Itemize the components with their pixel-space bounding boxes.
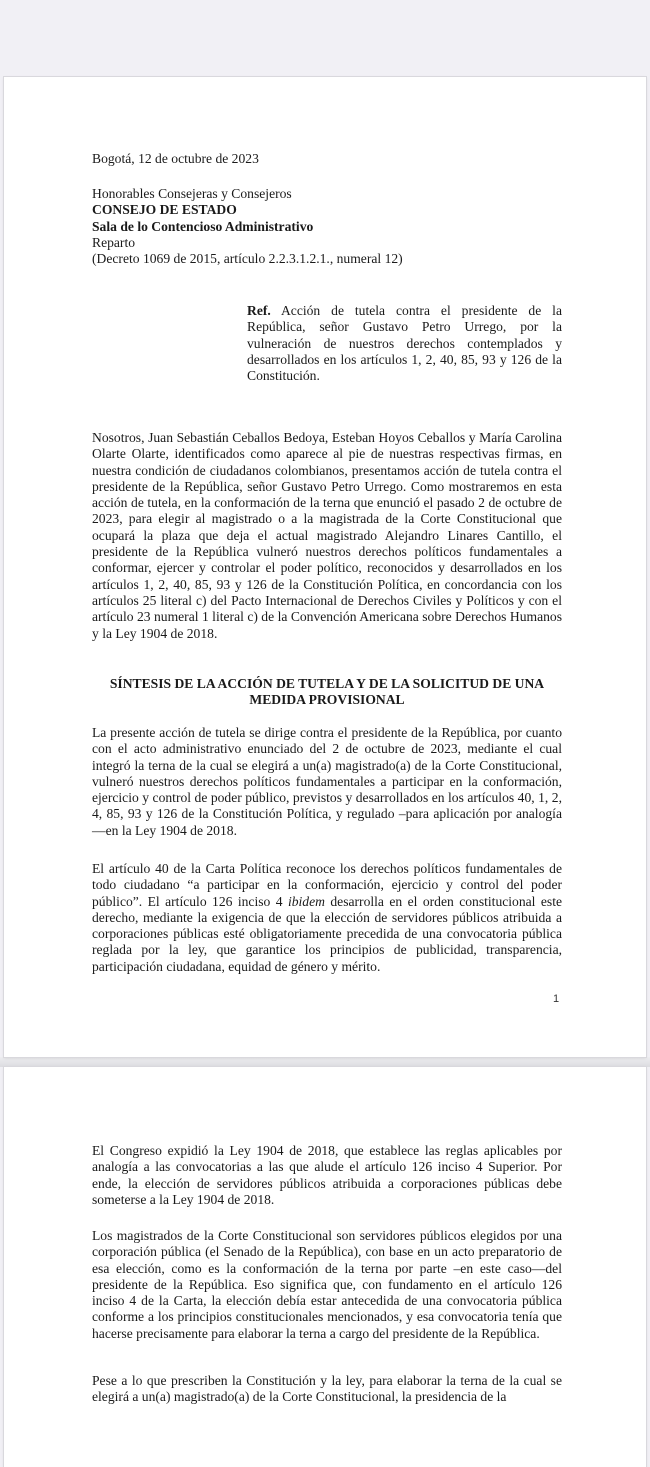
reference-text: Acción de tutela contra el presidente de la República, señor Gustavo Petro Urrego, por la vulneración de nuestros derechos contemplados y desarrollados en los artículos 1, 2, 40, 85, 93 y 126 de la Constitución. bbox=[247, 303, 562, 384]
date-line: Bogotá, 12 de octubre de 2023 bbox=[92, 151, 259, 166]
section-heading: SÍNTESIS DE LA ACCIÓN DE TUTELA Y DE LA SOLICITUD DE UNA MEDIDA PROVISIONAL bbox=[109, 676, 545, 708]
synthesis-paragraph: La presente acción de tutela se dirige contra el presidente de la República, por cuanto con el acto administrativo enunciado del 2 de octubre de 2023, mediante el cual integró la terna de la cual se elegirá a un(a) magistrado(a) de la Corte Constitucional, vulneró nuestros derechos políticos fundamentales a participar en la conformación, ejercicio y control de poder público, previstos y desarrollados en los artículos 40, 1, 2, 4, 85, 93 y 126 de la Constitución Política, y regulado –para aplicación por analogía—en la Ley 1904 de 2018. bbox=[92, 725, 562, 838]
document-page-2 bbox=[4, 1067, 646, 1467]
reference-label: Ref. bbox=[247, 303, 271, 318]
addressee-distribution: Reparto bbox=[92, 234, 136, 250]
reference-block bbox=[247, 303, 562, 384]
addressee-legal-basis: (Decreto 1069 de 2015, artículo 2.2.3.1.2.1., numeral 12) bbox=[92, 251, 403, 267]
intro-paragraph: Nosotros, Juan Sebastián Ceballos Bedoya, Esteban Hoyos Ceballos y María Carolina Olarte Olarte, identificados como aparece al pie de nuestras respectivas firmas, en nuestra condición de ciudadanos colombianos, presentamos acción de tutela contra el presidente de la República, señor Gustavo Petro Urrego. Como mostraremos en esta acción de tutela, en la conformación de la terna que enunció el pasado 2 de octubre de 2023, para elegir al magistrado o a la magistrada de la Corte Constitucional que ocupará la plaza que deja el actual magistrado Alejandro Linares Cantillo, el presidente de la República vulneró nuestros derechos políticos fundamentales a conformar, ejercer y controlar el poder político, reconocidos y desarrollados en los artículos 1, 2, 40, 85, 93 y 126 de la Constitución Política, en concordancia con los artículos 25 literal c) del Pacto Internacional de Derechos Civiles y Políticos y con el artículo 23 numeral 1 literal c) de la Convención Americana sobre Derechos Humanos y la Ley 1904 de 2018. bbox=[92, 430, 562, 641]
congreso-paragraph: El Congreso expidió la Ley 1904 de 2018, que establece las reglas aplicables por analogía a las convocatorias a las que alude el artículo 126 inciso 4 Superior. Por ende, la elección de servidores públicos atribuida a corporaciones públicas debe someterse a la Ley 1904 de 2018. bbox=[92, 1143, 562, 1207]
addressee-section: Sala de lo Contencioso Administrativo bbox=[92, 218, 314, 234]
addressee-body: CONSEJO DE ESTADO bbox=[92, 202, 237, 218]
addressee-block bbox=[92, 186, 562, 267]
article40-text-part1: El artículo 40 de la Carta Política reconoce los derechos políticos fundamentales de todo ciudadano “a participar en la conformación, ejercicio y control del poder público”. El artículo 126 inciso 4 bbox=[92, 861, 562, 909]
article40-paragraph bbox=[92, 861, 562, 975]
page-separator bbox=[0, 1057, 650, 1067]
page-number: 1 bbox=[553, 993, 560, 1005]
pese-paragraph: Pese a lo que prescriben la Constitución y la ley, para elaborar la terna de la cual se elegirá a un(a) magistrado(a) de la Corte Constitucional, la presidencia de la bbox=[92, 1373, 562, 1405]
magistrados-paragraph: Los magistrados de la Corte Constitucional son servidores públicos elegidos por una corporación pública (el Senado de la República), con base en un acto preparatorio de esa elección, como es la conformación de la terna por parte –en este caso—del presidente de la República. Eso significa que, con fundamento en el artículo 126 inciso 4 de la Carta, la elección debía estar antecedida de una convocatoria pública conforme a los principios constitucionales mencionados, y esa convocatoria tenía que hacerse precisamente para elaborar la terna a cargo del presidente de la República. bbox=[92, 1228, 562, 1341]
article40-text-part2: desarrolla en el orden constitucional este derecho, mediante la exigencia de que la elección de servidores públicos atribuida a corporaciones públicas esté obligatoriamente precedida de una convocatoria pública reglada por la ley, que garantice los principios de publicidad, transparencia, participación ciudadana, equidad de género y mérito. bbox=[92, 893, 563, 974]
document-page-1 bbox=[4, 77, 646, 1057]
article40-italic-term: ibidem bbox=[287, 893, 325, 909]
addressee-salutation: Honorables Consejeras y Consejeros bbox=[92, 186, 292, 201]
